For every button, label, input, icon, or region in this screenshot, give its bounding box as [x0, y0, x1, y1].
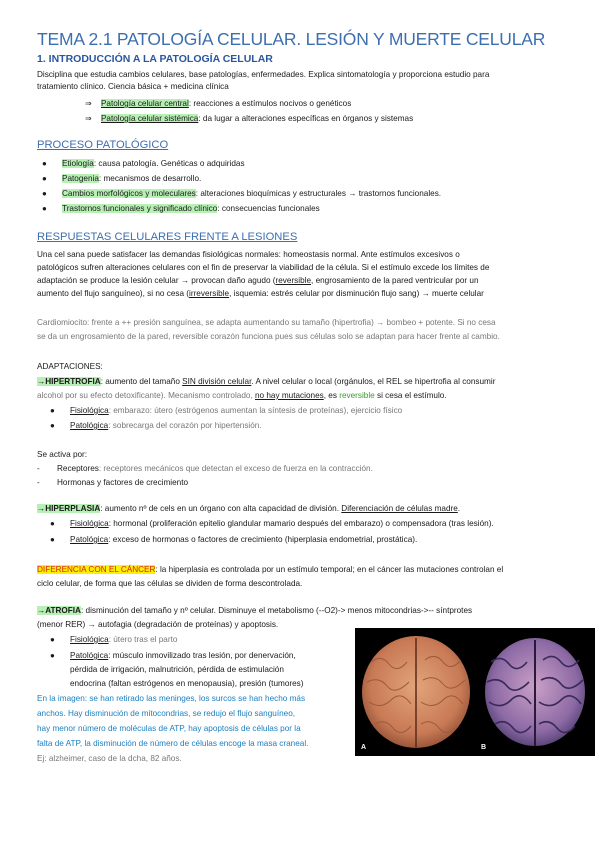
bullet-icon: ● — [50, 421, 55, 430]
section-heading-respuestas: RESPUESTAS CELULARES FRENTE A LESIONES — [37, 231, 298, 243]
hipertrofia-item-2: ● Patológica: sobrecarga del corazón por hipertensión. — [50, 421, 262, 430]
hipertrofia-item-1: ● Fisiológica: embarazo: útero (estrógenos aumentan la síntesis de proteínas), ejercicio físico — [50, 406, 403, 415]
image-label-a: A — [361, 744, 367, 751]
atrofia-item-2-line-3: endocrina (faltan estrógenos en menopausia), presión (tumores) — [70, 679, 304, 688]
image-caption-line-3: hay menor número de moléculas de ATP, hay apoptosis de células por la — [37, 724, 301, 733]
term: Patología celular central — [100, 99, 189, 108]
intro-arrow-item-2: ⇒ Patología celular sistémica: da lugar a alteraciones específicas en órganos y sistemas — [85, 114, 414, 123]
bullet-icon: ● — [50, 651, 55, 660]
diferencia-line-2: ciclo celular, de forma que las células se dividen de forma descontrolada. — [37, 579, 303, 588]
cardio-line-1: Cardiomiocito: frente a ++ presión sanguínea, se adapta aumentando su tamaño (hipertrofia) → bombeo + potente. Si no cesa — [37, 318, 496, 327]
section-heading-proceso: PROCESO PATOLÓGICO — [37, 139, 169, 151]
bullet-icon: ● — [50, 519, 55, 528]
hipertrofia-line-1: →HIPERTROFIA: aumento del tamaño SIN división celular. A nivel celular o local (orgánulos, el REL se hipertrofia al consumir — [37, 377, 496, 386]
activa-item-2: - Hormonas y factores de crecimiento — [37, 478, 189, 487]
page-title: TEMA 2.1 PATOLOGÍA CELULAR. LESIÓN Y MUERTE CELULAR — [37, 29, 546, 49]
bullet-icon: ● — [42, 204, 47, 213]
atrofia-line-1: →ATROFIA: disminución del tamaño y nº celular. Disminuye el metabolismo (--O2)-> menos mitocondrias->-- síntprotes — [37, 606, 473, 615]
image-caption-line-5: Ej: alzheimer, caso de la dcha, 82 años. — [37, 754, 182, 763]
cardio-line-2: se da un engrosamiento de la pared, reversible corazón funciona pues sus células solo se adaptan para hacer frente al cambio. — [37, 332, 500, 341]
hiperplasia-item-2: ● Patológica: exceso de hormonas o factores de crecimiento (hiperplasia endometrial, prostática). — [50, 535, 418, 544]
bullet-icon: ● — [42, 174, 47, 183]
image-caption-line-1: En la imagen: se han retirado las meninges, los surcos se han hecho más — [37, 694, 306, 703]
double-arrow-icon: ⇒ — [85, 99, 101, 108]
atrofia-item-1: ● Fisiológica: útero tras el parto — [50, 635, 178, 644]
diferencia-line-1: DIFERENCIA CON EL CÁNCER: la hiperplasia es controlada por un estímulo temporal; en el cáncer las mutaciones controlan el — [37, 565, 504, 574]
intro-line-1: Disciplina que estudia cambios celulares, base patologías, enfermedades. Explica sintomatología y proporciona estudio para — [37, 70, 490, 79]
proceso-item-4: ● Trastornos funcionales y significado clínico: consecuencias funcionales — [42, 204, 320, 213]
proceso-item-1: ● Etiología: causa patología. Genéticas o adquiridas — [42, 159, 245, 168]
image-caption-line-2: anchos. Hay disminución de mitocondrias, se redujo el flujo sanguíneo, — [37, 709, 296, 718]
bullet-icon: ● — [50, 535, 55, 544]
bullet-icon: ● — [42, 189, 47, 198]
hipertrofia-line-2: alcohol por su efecto detoxificante). Mecanismo controlado, no hay mutaciones, es reversible si cesa el estímulo. — [37, 391, 447, 400]
respuestas-line-4: aumento del flujo sanguíneo), si no cesa (irreversible, isquemia: estrés celular por disminución flujo sang) → muerte celular — [37, 289, 484, 298]
dash-icon: - — [37, 478, 40, 487]
atrofia-line-2: (menor RER) → autofagia (degradación de proteínas) y apoptosis. — [37, 620, 279, 629]
brain-comparison-image — [355, 628, 595, 756]
term: Patología celular sistémica — [100, 114, 199, 123]
normal-brain-illustration — [359, 632, 473, 750]
image-caption-line-4: falta de ATP, la disminución de número de células encoge la masa craneal. — [37, 739, 309, 748]
bullet-icon: ● — [50, 635, 55, 644]
bullet-icon: ● — [50, 406, 55, 415]
intro-arrow-item-1: ⇒ Patología celular central: reacciones a estímulos nocivos o genéticos — [85, 99, 352, 108]
dash-icon: - — [37, 464, 40, 473]
activa-heading: Se activa por: — [37, 450, 88, 459]
atrofia-item-2-line-2: pérdida de irrigación, malnutrición, pérdida de estimulación — [70, 665, 284, 674]
respuestas-line-1: Una cel sana puede satisfacer las demandas fisiológicas normales: homeostasis normal. Ante estímulos excesivos o — [37, 250, 460, 259]
intro-line-2: tratamiento clínico. Ciencia básica + medicina clínica — [37, 82, 229, 91]
hiperplasia-item-1: ● Fisiológica: hormonal (proliferación epitelio glandular mamario después del embarazo) o compensadora (tras lesión). — [50, 519, 494, 528]
proceso-item-2: ● Patogenia: mecanismos de desarrollo. — [42, 174, 202, 183]
respuestas-line-2: patológicos sufren alteraciones celulares con el fin de preservar la viabilidad de la célula. Si el estímulo excede los límites de — [37, 263, 490, 272]
respuestas-line-3: adaptación se produce la lesión celular → provocan daño agudo (reversible, engrosamiento de la pared ventricular por un — [37, 276, 479, 285]
image-label-b: B — [481, 744, 487, 751]
proceso-item-3: ● Cambios morfológicos y moleculares: alteraciones bioquímicas y estructurales → trastornos funcionales. — [42, 189, 442, 198]
activa-item-1: - Receptores: receptores mecánicos que detectan el exceso de fuerza en la contracción. — [37, 464, 373, 473]
atrofia-item-2: ● Patológica: músculo inmovilizado tras lesión, por denervación, — [50, 651, 296, 660]
hiperplasia-line-1: →HIPERPLASIA: aumento nº de cels en un órgano con alta capacidad de división. Diferenciación de células madre. — [37, 504, 461, 513]
adaptaciones-heading: ADAPTACIONES: — [37, 362, 103, 371]
atrophic-brain-illustration — [479, 632, 591, 750]
double-arrow-icon: ⇒ — [85, 114, 101, 123]
bullet-icon: ● — [42, 159, 47, 168]
section-heading-intro: 1. INTRODUCCIÓN A LA PATOLOGÍA CELULAR — [37, 53, 273, 65]
